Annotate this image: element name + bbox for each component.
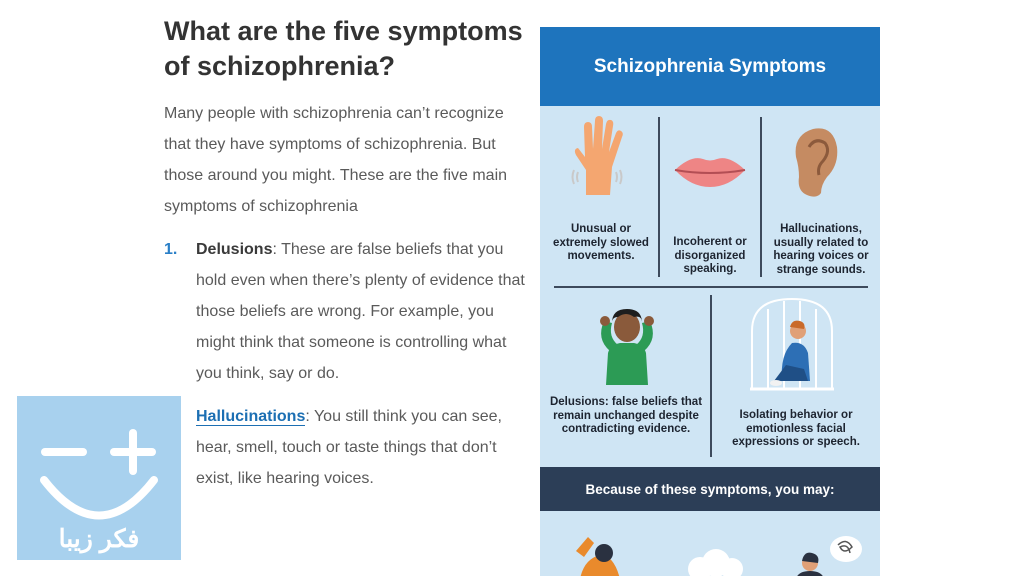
hallucinations-link[interactable]: Hallucinations [196,408,306,425]
cell-caption: Incoherent or disorganized speaking. [673,236,747,275]
stressed-person-icon [570,535,640,576]
person-holding-head-icon [590,305,664,385]
cloud-icon [678,545,750,576]
article [164,14,534,494]
symptom-term: Delusions [196,241,273,258]
cell-caption: Isolating behavior or emotionless facial expressions or speech. [732,409,860,448]
ear-icon [793,125,839,199]
cell-caption: Delusions: false beliefs that remain unchanged despite contradicting evidence. [549,396,703,435]
intro-paragraph: Many people with schizophrenia can’t recognize that they have symptoms of schizophrenia. But those around you might. These are the five main symptoms of schizophrenia [164,105,508,215]
logo-text: فکر زیبا [58,525,140,553]
infographic [540,27,880,576]
infographic-title: Schizophrenia Symptoms [540,27,880,106]
infographic-band: Because of these symptoms, you may: [540,467,880,511]
confused-thought-icon [790,533,868,576]
watermark-logo [17,396,181,560]
symptom-item-hallucinations [164,401,534,494]
symptom-description: : You still think you can see, hear, smell, touch or taste things that don’t exist, like hearing voices. [196,408,502,487]
list-number: 1. [164,241,178,258]
article-title: What are the five symptoms of schizophrenia? [164,16,523,81]
cell-caption: Hallucinations, usually related to hearing voices or strange sounds. [773,223,869,276]
symptom-item-delusions [164,234,534,389]
symptom-description: : These are false beliefs that you hold even when there’s plenty of evidence that those beliefs are wrong. For example, you might think that someone is controlling what you think, say or do. [196,241,525,382]
cell-caption: Unusual or extremely slowed movements. [553,223,649,262]
divider [554,286,868,288]
lips-icon [673,153,747,189]
person-in-cage-icon [746,295,838,391]
waving-hand-icon [568,115,630,199]
